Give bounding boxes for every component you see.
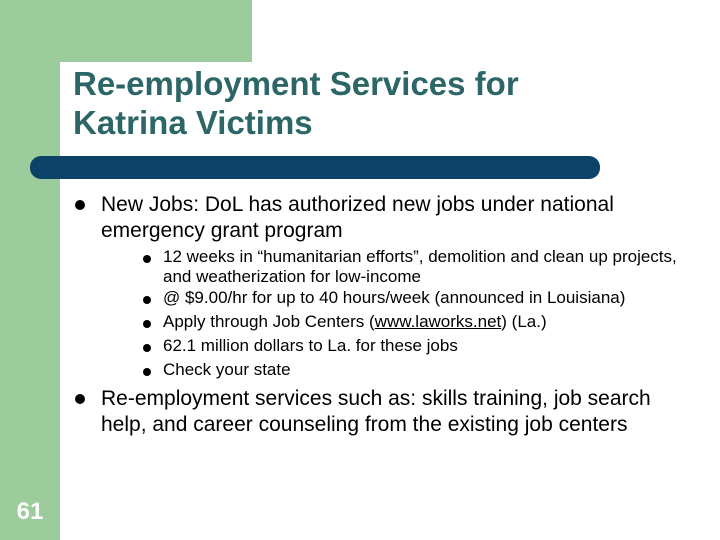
- sub-bullet-dot: [143, 255, 151, 263]
- sub-bullet-dot: [143, 296, 151, 304]
- sub-bullet-2-text: @ $9.00/hr for up to 40 hours/week (announced in Louisiana): [163, 288, 626, 307]
- laworks-link[interactable]: www.laworks.net: [374, 312, 502, 331]
- slide-title: [73, 64, 593, 142]
- sub-bullet-5-text: Check your state: [163, 360, 291, 379]
- bullet-dot: [75, 394, 85, 404]
- left-sidebar-band: [0, 0, 60, 540]
- sub-bullet-dot: [143, 344, 151, 352]
- top-accent-band: [60, 0, 252, 62]
- page-number: 61: [16, 498, 44, 525]
- sub-bullet-3-suffix: ) (La.): [501, 312, 547, 331]
- sub-bullet-dot: [143, 368, 151, 376]
- sub-bullet-1-text: 12 weeks in “humanitarian efforts”, demolition and clean up projects, and weatherization for low-income: [163, 247, 677, 286]
- sub-bullet-4-text: 62.1 million dollars to La. for these jobs: [163, 336, 458, 355]
- bullet-2-text: Re-employment services such as: skills training, job search help, and career counseling from the existing job centers: [101, 387, 651, 436]
- bullet-1-text: New Jobs: DoL has authorized new jobs under national emergency grant program: [101, 193, 614, 242]
- sub-bullet-3-text: [163, 312, 693, 332]
- title-line-2: Katrina Victims: [73, 104, 313, 141]
- bullet-dot: [75, 200, 85, 210]
- sub-bullet-dot: [143, 320, 151, 328]
- sub-bullet-3-prefix: Apply through Job Centers (: [163, 312, 375, 331]
- title-divider-bar: [30, 156, 600, 179]
- title-line-1: Re-employment Services for: [73, 65, 519, 102]
